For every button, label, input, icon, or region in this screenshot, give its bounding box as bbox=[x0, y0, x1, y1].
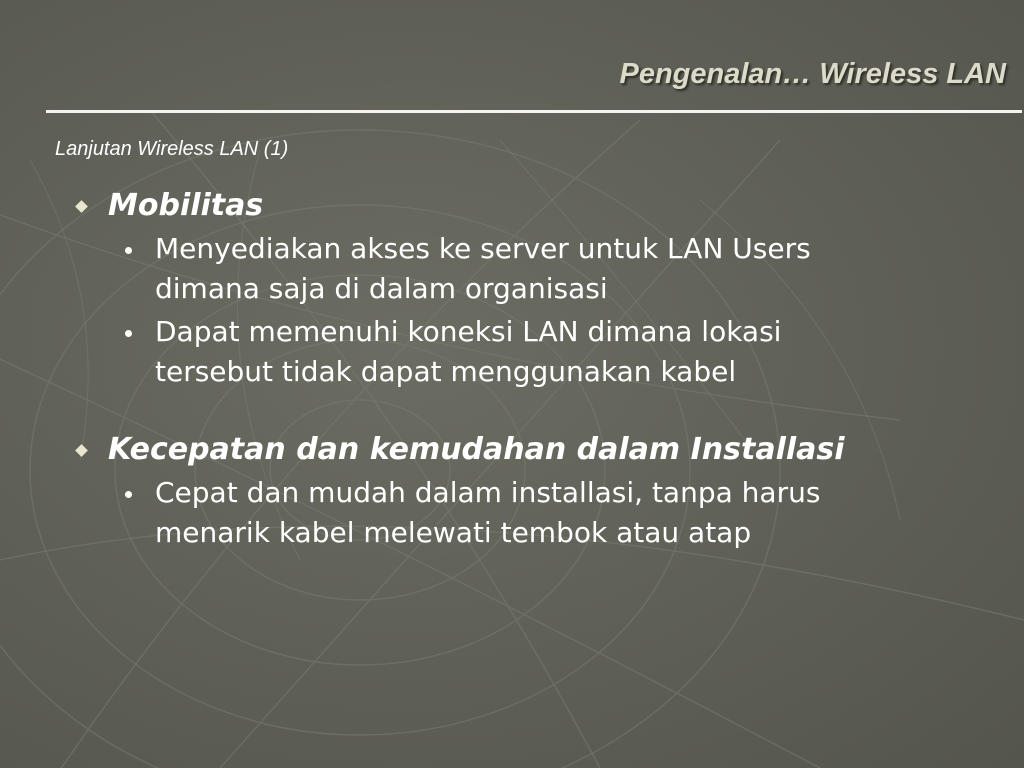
bullet-level1 bbox=[70, 186, 970, 226]
bullet-level1 bbox=[70, 430, 970, 470]
bullet-level2 bbox=[124, 473, 895, 553]
diamond-bullet-icon bbox=[75, 200, 88, 213]
dot-bullet-icon bbox=[125, 491, 132, 498]
diamond-bullet-icon bbox=[75, 444, 88, 457]
bullet-text: Dapat memenuhi koneksi LAN dimana lokasi tersebut tidak dapat menggunakan kabel bbox=[155, 315, 782, 388]
bullet-text: Cepat dan mudah dalam installasi, tanpa harus menarik kabel melewati tembok atau atap bbox=[155, 476, 821, 549]
dot-bullet-icon bbox=[125, 330, 132, 337]
section-kecepatan bbox=[70, 430, 970, 553]
slide-title: Pengenalan… Wireless LAN bbox=[619, 58, 1006, 90]
section-heading: Mobilitas bbox=[108, 188, 264, 223]
bullet-level2 bbox=[124, 312, 895, 392]
slide-body bbox=[70, 186, 970, 591]
title-divider bbox=[46, 110, 1022, 113]
section-heading: Kecepatan dan kemudahan dalam Installasi bbox=[108, 432, 845, 467]
dot-bullet-icon bbox=[125, 247, 132, 254]
section-mobilitas bbox=[70, 186, 970, 392]
bullet-text: Menyediakan akses ke server untuk LAN Users dimana saja di dalam organisasi bbox=[155, 232, 811, 305]
slide-subtitle: Lanjutan Wireless LAN (1) bbox=[55, 138, 289, 160]
bullet-level2 bbox=[124, 229, 895, 309]
